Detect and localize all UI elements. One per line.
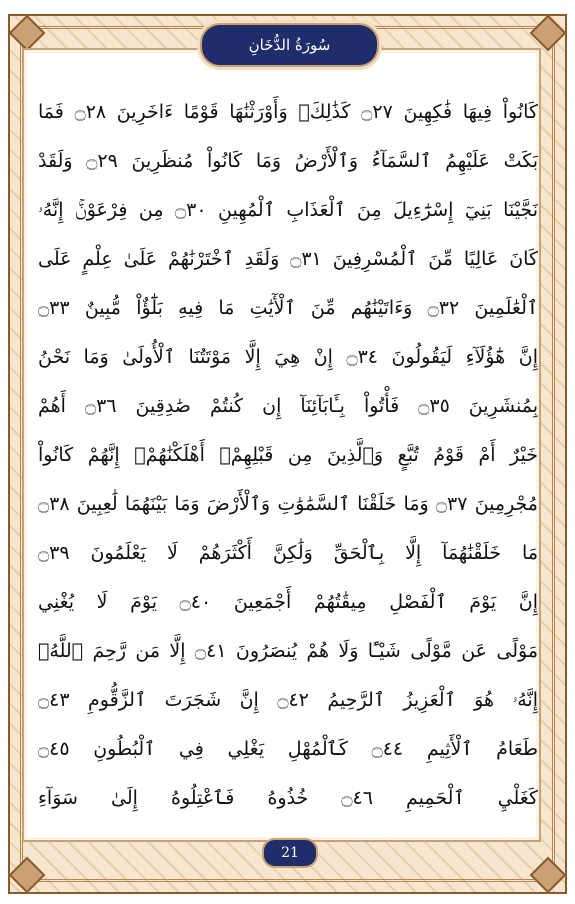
text-line: مُجْرِمِينَ ۝٣٧ وَمَا خَلَقْنَا ٱلسَّمَٰوَٰتِ وَٱلْأَرْضَ وَمَا بَيْنَهُمَا لَٰعِبِينَ ۝٣٨	[38, 493, 538, 515]
text-line: ٱلْعَٰلَمِينَ ۝٣٢ وَءَاتَيْنَٰهُم مِّنَ ٱلْأٓيَٰتِ مَا فِيهِ بَلَٰٓؤٌاْ مُّبِينٌ ۝٣٣	[38, 297, 538, 319]
text-line: مَا خَلَقْنَٰهُمَآ إِلَّا بِٱلْحَقِّ وَلَٰكِنَّ أَكْثَرَهُمْ لَا يَعْلَمُونَ ۝٣٩	[38, 542, 538, 564]
text-line: إِنَّ هَٰٓؤُلَآءِ لَيَقُولُونَ ۝٣٤ إِنْ هِيَ إِلَّا مَوْتَتُنَا ٱلْأُولَىٰ وَمَا نَحْنُ	[38, 346, 538, 368]
quran-text	[38, 88, 538, 828]
text-line: إِنَّ يَوْمَ ٱلْفَصْلِ مِيقَٰتُهُمْ أَجْمَعِينَ ۝٤٠ يَوْمَ لَا يُغْنِي	[38, 591, 538, 613]
text-line: كَانَ عَالِيًا مِّنَ ٱلْمُسْرِفِينَ ۝٣١ وَلَقَدِ ٱخْتَرْنَٰهُمْ عَلَىٰ عِلْمٍ عَلَى	[38, 248, 538, 270]
text-line: مَوْلًى عَن مَّوْلًى شَيْـًٔا وَلَا هُمْ يُنصَرُونَ ۝٤١ إِلَّا مَن رَّحِمَ ٱللَّهُۚ	[38, 640, 538, 662]
text-line: كَغَلْيِ ٱلْحَمِيمِ ۝٤٦ خُذُوهُ فَٱعْتِلُوهُ إِلَىٰ سَوَآءِ	[38, 787, 538, 809]
text-line: طَعَامُ ٱلْأَثِيمِ ۝٤٤ كَٱلْمُهْلِ يَغْلِي فِي ٱلْبُطُونِ ۝٤٥	[38, 738, 538, 760]
text-line: نَجَّيْنَا بَنِيٓ إِسْرَٰٓءِيلَ مِنَ ٱلْعَذَابِ ٱلْمُهِينِ ۝٣٠ مِن فِرْعَوْنَۚ إِنَّهُۥ	[38, 199, 538, 221]
page-number: 21	[262, 838, 318, 868]
text-line: كَانُواْ فِيهَا فَٰكِهِينَ ۝٢٧ كَذَٰلِكَۖ وَأَوْرَثْنَٰهَا قَوْمًا ءَاخَرِينَ ۝٢٨ فَمَا	[38, 101, 538, 123]
text-line: بِمُنشَرِينَ ۝٣٥ فَأْتُواْ بِـَٔابَآئِنَآ إِن كُنتُمْ صَٰدِقِينَ ۝٣٦ أَهُمْ	[38, 395, 538, 417]
surah-title: سُورَةُ الدُّخَانِ	[200, 23, 379, 67]
text-line: خَيْرٌ أَمْ قَوْمُ تُبَّعٍ وَٱلَّذِينَ مِن قَبْلِهِمْۚ أَهْلَكْنَٰهُمْۖ إِنَّهُمْ كَانُواْ	[38, 444, 538, 466]
text-line: إِنَّهُۥ هُوَ ٱلْعَزِيزُ ٱلرَّحِيمُ ۝٤٢ إِنَّ شَجَرَتَ ٱلزَّقُّومِ ۝٤٣	[38, 689, 538, 711]
text-line: بَكَتْ عَلَيْهِمُ ٱلسَّمَآءُ وَٱلْأَرْضُ وَمَا كَانُواْ مُنظَرِينَ ۝٢٩ وَلَقَدْ	[38, 150, 538, 172]
